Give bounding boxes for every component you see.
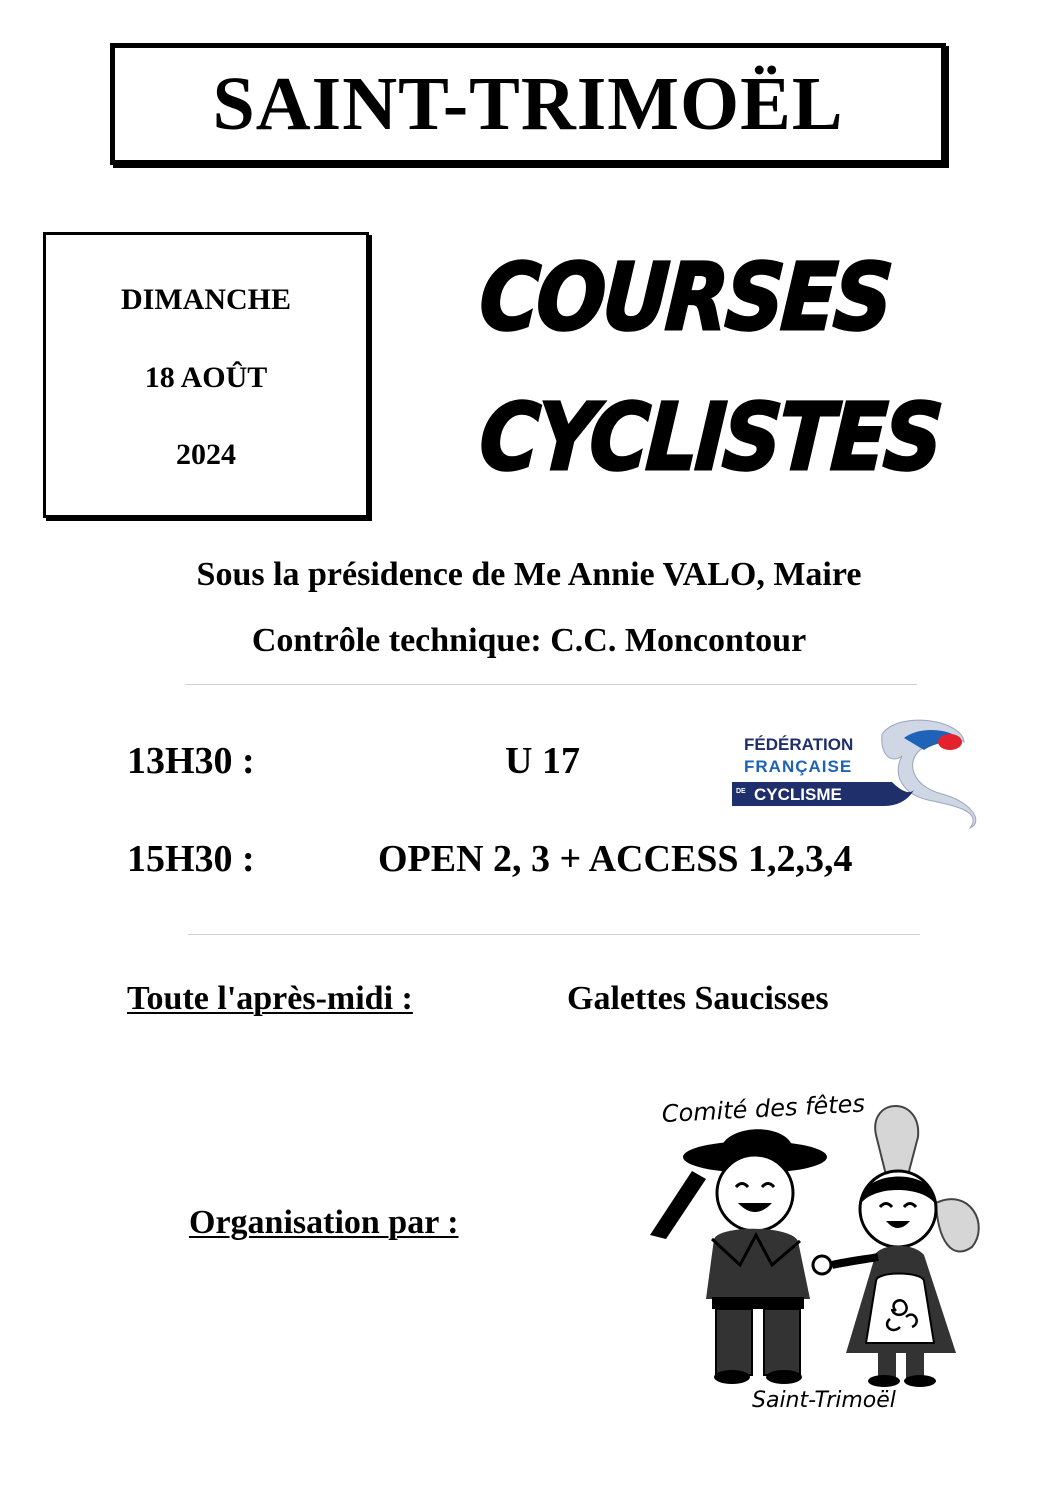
- presidence-line: Sous la présidence de Me Annie VALO, Maire: [196, 556, 862, 593]
- schedule-race: OPEN 2, 3 + ACCESS 1,2,3,4: [378, 838, 853, 880]
- organisation-label: Organisation par :: [189, 1204, 459, 1241]
- ffc-logo: [732, 716, 982, 832]
- event-day: DIMANCHE: [121, 283, 291, 316]
- schedule-race: U 17: [505, 740, 580, 782]
- date-box: [43, 232, 369, 518]
- schedule-time: 15H30 :: [127, 838, 255, 880]
- event-year: 2024: [176, 438, 236, 471]
- divider: [188, 934, 920, 935]
- afternoon-value: Galettes Saucisses: [567, 980, 829, 1017]
- ffc-line2: FRANÇAISE: [744, 757, 853, 776]
- ffc-de: DE: [736, 788, 746, 795]
- schedule-time: 13H30 :: [127, 740, 255, 782]
- afternoon-label: Toute l'après-midi :: [127, 980, 413, 1017]
- ffc-line3: CYCLISME: [754, 785, 842, 804]
- event-date: 18 AOÛT: [144, 361, 268, 394]
- comite-top-text: Comité des fêtes: [661, 1089, 866, 1129]
- town-title: SAINT-TRIMOËL: [212, 62, 844, 146]
- divider: [185, 684, 917, 685]
- controle-line: Contrôle technique: C.C. Moncontour: [251, 622, 807, 659]
- comite-bottom-text: Saint-Trimoël: [752, 1388, 896, 1413]
- event-title-line1: COURSES: [476, 244, 894, 351]
- title-box: [110, 43, 946, 165]
- event-title-line2: CYCLISTES: [476, 384, 944, 491]
- comite-logo: [640, 1075, 990, 1420]
- ffc-line1: FÉDÉRATION: [744, 735, 854, 754]
